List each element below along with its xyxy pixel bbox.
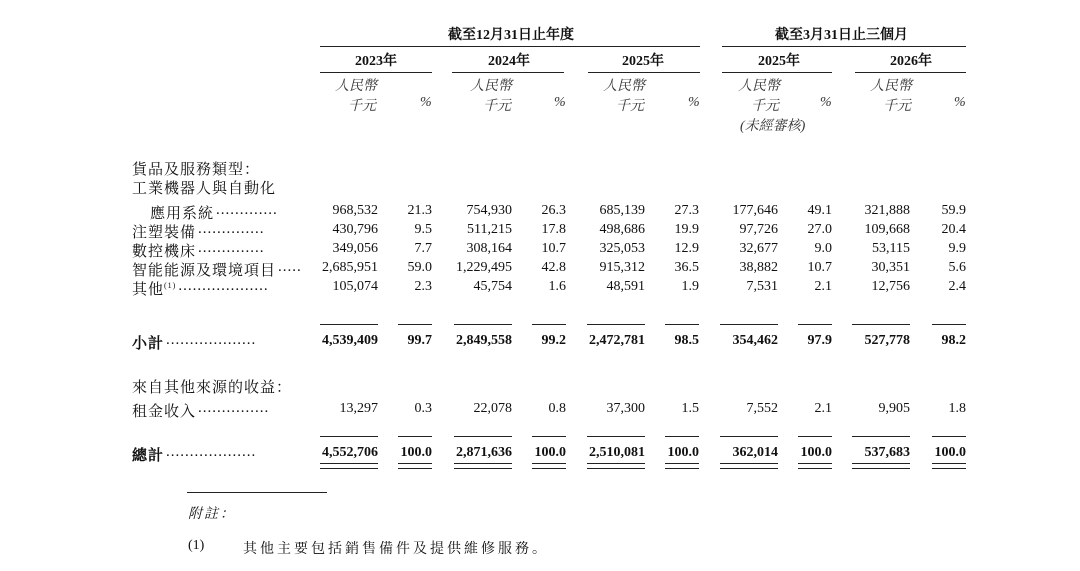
cell-pct-2024: 0.8 [548,401,566,416]
year-header-2023: 2023年 [355,54,397,69]
cell-amount-2025-q1: 7,531 [746,279,778,294]
total-rule-top [665,436,699,437]
cell-amount-2026-q1: 12,756 [871,279,910,294]
unit-currency-2026-q1: 人民幣 [870,79,912,94]
cell-pct-2025-q1: 27.0 [807,222,832,237]
total-rule-top [532,436,566,437]
cell-amount-2026-q1: 109,668 [864,222,910,237]
leader-dots: ................... [178,278,269,294]
cell-pct-2025: 36.5 [674,260,699,275]
row-label: 應用系統 [150,206,215,222]
cell-pct-2025: 1.9 [681,279,699,294]
subtotal-rule [852,324,910,325]
cell-amount-2025: 48,591 [606,279,645,294]
total-double-rule [720,463,778,469]
year-header-2025-q1: 2025年 [758,54,800,69]
subtotal-rule [932,324,966,325]
row-label-line1: 工業機器人與自動化 [132,181,277,197]
cell-pct-2024: 1.6 [548,279,566,294]
footnote-ref: (1) [164,281,177,290]
cell-pct-2023: 7.7 [414,241,432,256]
notes-separator [187,492,327,493]
cell-pct-2025: 1.5 [681,401,699,416]
total-double-rule [852,463,910,469]
year-rule-2024 [452,72,564,73]
row-label: 租金收入 [132,404,197,420]
total-double-rule [932,463,966,469]
cell-amount-2025-q1: 362,014 [732,445,778,460]
unit-percent-2025-q1: % [820,95,832,110]
total-rule-top [398,436,432,437]
cell-pct-2025: 98.5 [674,333,699,348]
cell-amount-2024: 1,229,495 [456,260,512,275]
row-label: 智能能源及環境項目 [132,263,277,279]
cell-amount-2025: 498,686 [599,222,645,237]
cell-amount-2023: 4,539,409 [322,333,378,348]
cell-pct-2026-q1: 100.0 [934,445,966,460]
cell-amount-2024: 2,871,636 [456,445,512,460]
cell-pct-2024: 42.8 [541,260,566,275]
year-header-2024: 2024年 [488,54,530,69]
cell-amount-2025: 37,300 [606,401,645,416]
cell-amount-2025-q1: 354,462 [732,333,778,348]
subtotal-rule [720,324,778,325]
subtotal-rule [665,324,699,325]
subtotal-rule [454,324,512,325]
cell-pct-2023: 100.0 [400,445,432,460]
cell-amount-2024: 2,849,558 [456,333,512,348]
cell-amount-2025: 2,510,081 [589,445,645,460]
cell-amount-2023: 430,796 [332,222,378,237]
total-double-rule [798,463,832,469]
total-rule-top [720,436,778,437]
cell-pct-2025: 12.9 [674,241,699,256]
note-marker-1: (1) [188,538,205,553]
leader-dots: ............. [216,202,278,218]
unit-unaudited-2025-q1: (未經審核) [740,119,806,134]
cell-pct-2026-q1: 2.4 [948,279,966,294]
cell-amount-2025: 325,053 [599,241,645,256]
total-rule-top [454,436,512,437]
cell-pct-2023: 59.0 [407,260,432,275]
total-rule-top [587,436,645,437]
cell-amount-2024: 308,164 [466,241,512,256]
cell-amount-2023: 105,074 [332,279,378,294]
section-title-goods-services: 貨品及服務類型： [132,162,261,178]
cell-amount-2026-q1: 53,115 [872,241,910,256]
row-label: 注塑裝備 [132,225,197,241]
unit-percent-2025: % [688,95,700,110]
section-title-other-sources: 來自其他來源的收益： [132,380,293,396]
unit-currency-2025: 人民幣 [603,79,645,94]
year-header-2025: 2025年 [622,54,664,69]
total-rule-top [852,436,910,437]
subtotal-rule [798,324,832,325]
cell-pct-2026-q1: 1.8 [948,401,966,416]
unit-currency-2024: 人民幣 [470,79,512,94]
cell-amount-2025: 915,312 [599,260,645,275]
total-double-rule [532,463,566,469]
cell-amount-2024: 22,078 [473,401,512,416]
cell-pct-2023: 21.3 [407,203,432,218]
unit-thousand-2024: 千元 [483,99,511,114]
row-label: 其他$^{(1)}$ [132,281,177,298]
header-rule-group2 [722,46,966,47]
year-rule-2025 [588,72,700,73]
total-double-rule [454,463,512,469]
leader-dots: .............. [198,240,265,256]
unit-currency-2023: 人民幣 [335,79,377,94]
cell-pct-2024: 17.8 [541,222,566,237]
cell-amount-2025: 685,139 [599,203,645,218]
subtotal-rule [587,324,645,325]
header-rule-group1 [320,46,700,47]
cell-pct-2024: 100.0 [534,445,566,460]
cell-pct-2023: 99.7 [407,333,432,348]
unit-thousand-2025-q1: 千元 [751,99,779,114]
note-text-1: 其他主要包括銷售備件及提供維修服務。 [243,542,549,557]
notes-heading: 附註： [188,507,236,522]
cell-pct-2024: 10.7 [541,241,566,256]
unit-percent-2023: % [420,95,432,110]
leader-dots: ................... [166,332,257,348]
cell-amount-2026-q1: 537,683 [864,445,910,460]
unit-thousand-2023: 千元 [348,99,376,114]
total-label: 總計 [132,448,165,464]
cell-pct-2025: 27.3 [674,203,699,218]
cell-amount-2024: 45,754 [473,279,512,294]
cell-amount-2025-q1: 7,552 [746,401,778,416]
cell-amount-2025-q1: 32,677 [739,241,778,256]
cell-pct-2026-q1: 98.2 [941,333,966,348]
cell-pct-2025: 19.9 [674,222,699,237]
unit-percent-2024: % [554,95,566,110]
unit-percent-2026-q1: % [954,95,966,110]
unit-thousand-2026-q1: 千元 [883,99,911,114]
total-double-rule [665,463,699,469]
cell-amount-2023: 4,552,706 [322,445,378,460]
cell-pct-2023: 2.3 [414,279,432,294]
cell-amount-2025-q1: 177,646 [732,203,778,218]
cell-amount-2024: 754,930 [466,203,512,218]
cell-pct-2026-q1: 9.9 [948,241,966,256]
year-header-2026-q1: 2026年 [890,54,932,69]
cell-pct-2023: 9.5 [414,222,432,237]
total-double-rule [587,463,645,469]
subtotal-label: 小計 [132,336,165,352]
cell-amount-2026-q1: 527,778 [864,333,910,348]
cell-amount-2024: 511,215 [467,222,512,237]
cell-pct-2024: 26.3 [541,203,566,218]
total-rule-top [320,436,378,437]
total-rule-top [798,436,832,437]
year-rule-2025-q1 [722,72,832,73]
cell-pct-2025-q1: 2.1 [814,401,832,416]
leader-dots: ............... [198,400,270,416]
total-rule-top [932,436,966,437]
leader-dots: ................... [166,444,257,460]
cell-amount-2023: 13,297 [339,401,378,416]
cell-pct-2026-q1: 59.9 [941,203,966,218]
year-rule-2023 [320,72,432,73]
cell-pct-2025-q1: 49.1 [807,203,832,218]
unit-currency-2025-q1: 人民幣 [738,79,780,94]
subtotal-rule [532,324,566,325]
cell-amount-2023: 349,056 [332,241,378,256]
cell-pct-2025-q1: 100.0 [800,445,832,460]
leader-dots: ..... [278,259,302,275]
cell-amount-2025: 2,472,781 [589,333,645,348]
cell-pct-2026-q1: 5.6 [948,260,966,275]
header-group-year-ended: 截至12月31日止年度 [448,28,574,43]
subtotal-rule [320,324,378,325]
cell-pct-2025-q1: 10.7 [807,260,832,275]
cell-amount-2026-q1: 30,351 [871,260,910,275]
unit-thousand-2025: 千元 [616,99,644,114]
cell-pct-2025: 100.0 [667,445,699,460]
cell-amount-2026-q1: 9,905 [878,401,910,416]
cell-pct-2025-q1: 9.0 [814,241,832,256]
cell-amount-2023: 968,532 [332,203,378,218]
cell-pct-2025-q1: 2.1 [814,279,832,294]
cell-pct-2026-q1: 20.4 [941,222,966,237]
cell-amount-2025-q1: 97,726 [739,222,778,237]
total-double-rule [320,463,378,469]
subtotal-rule [398,324,432,325]
cell-pct-2025-q1: 97.9 [807,333,832,348]
total-double-rule [398,463,432,469]
cell-amount-2025-q1: 38,882 [739,260,778,275]
cell-pct-2023: 0.3 [414,401,432,416]
leader-dots: .............. [198,221,265,237]
year-rule-2026-q1 [855,72,966,73]
header-group-three-months: 截至3月31日止三個月 [775,28,908,43]
row-label: 數控機床 [132,244,197,260]
cell-pct-2024: 99.2 [541,333,566,348]
cell-amount-2026-q1: 321,888 [864,203,910,218]
cell-amount-2023: 2,685,951 [322,260,378,275]
